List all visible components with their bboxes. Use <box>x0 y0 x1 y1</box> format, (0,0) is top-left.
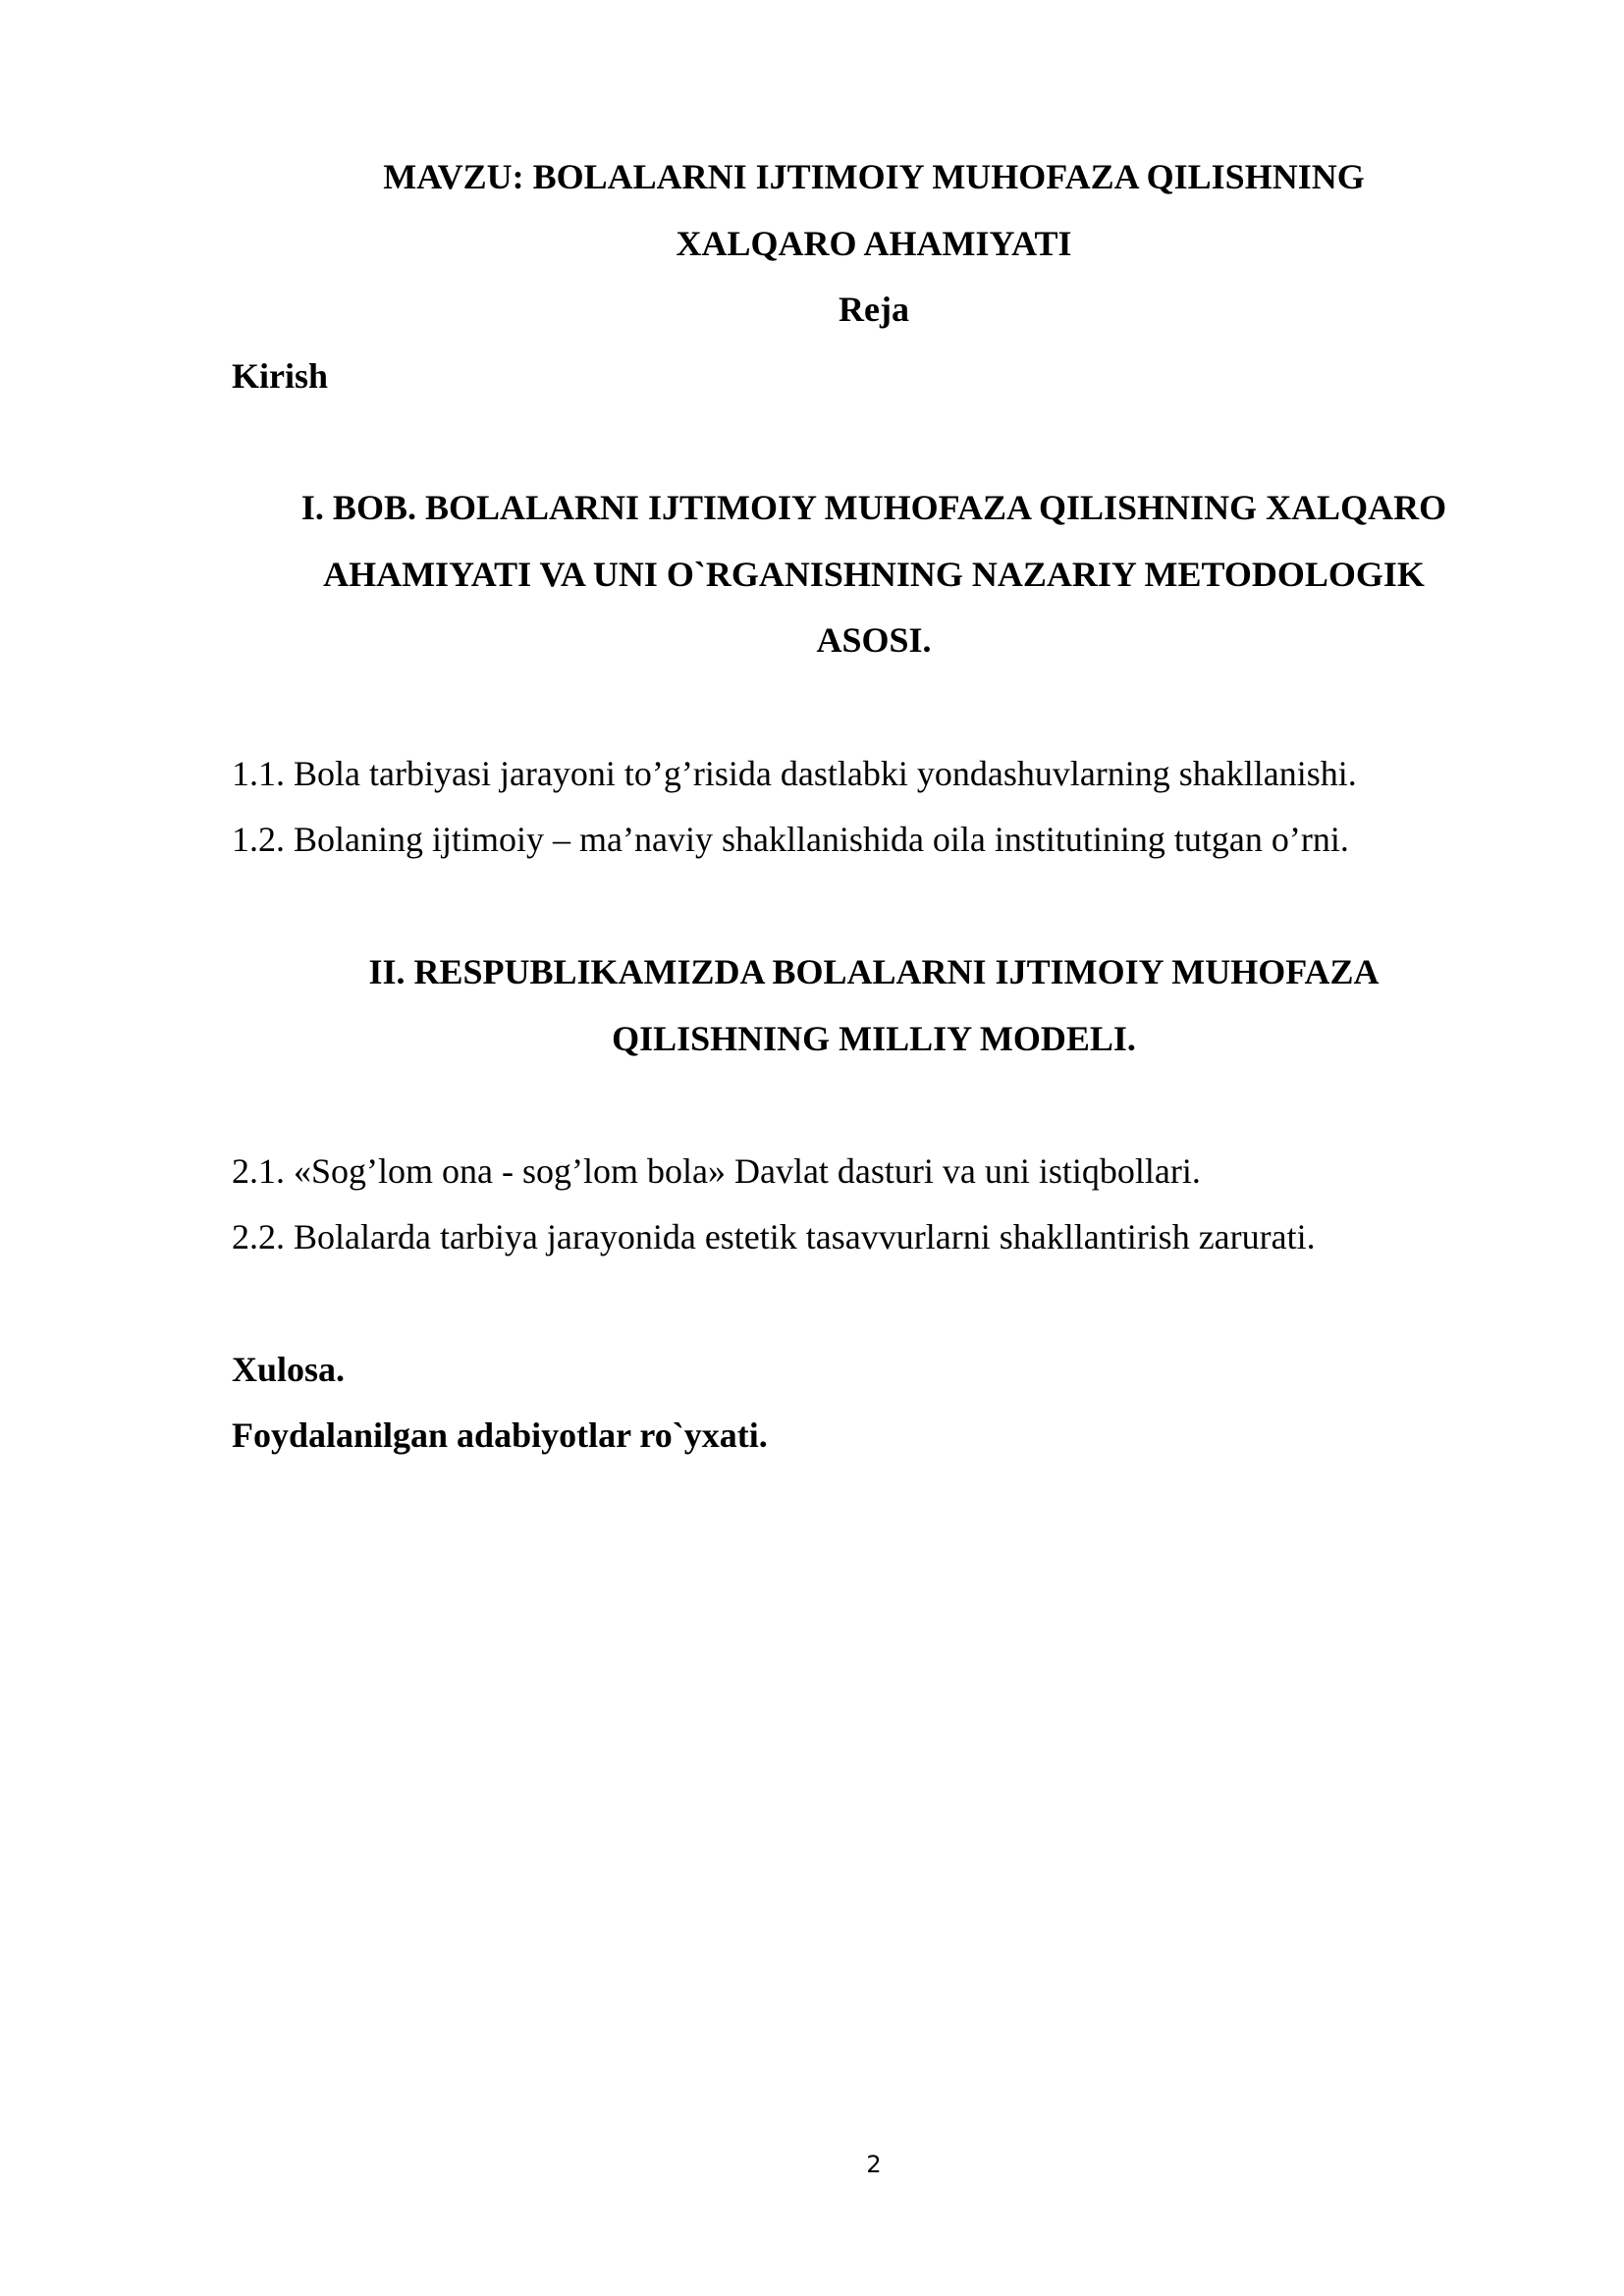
chapter-2-title-line-2: QILISHNING MILLIY MODELI. <box>612 1019 1136 1058</box>
section-2-2: 2.2. Bolalarda tarbiya jarayonida estetik tasavvurlarni shakllantirish zarurati. <box>232 1217 1316 1256</box>
section-1-1: 1.1. Bola tarbiyasi jarayoni to’g’risida dastlabki yondashuvlarning shakllanishi. <box>232 754 1357 793</box>
topic-title-line-1: MAVZU: BOLALARNI IJTIMOIY MUHOFAZA QILISHNING <box>383 157 1365 196</box>
topic-title-line-2: XALQARO AHAMIYATI <box>676 224 1072 263</box>
chapter-2-title-line-1: II. RESPUBLIKAMIZDA BOLALARNI IJTIMOIY MUHOFAZA <box>368 952 1380 991</box>
section-2-1: 2.1. «Sog’lom ona - sog’lom bola» Davlat dasturi va uni istiqbollari. <box>232 1151 1201 1191</box>
chapter-1-title-line-1: I. BOB. BOLALARNI IJTIMOIY MUHOFAZA QILISHNING XALQARO <box>300 488 1447 527</box>
chapter-1-title-line-3: ASOSI. <box>816 620 932 660</box>
plan-heading: Reja <box>839 290 909 329</box>
section-1-2: 1.2. Bolaning ijtimoiy – ma’naviy shakllanishida oila institutining tutgan o’rni. <box>232 820 1349 859</box>
page-number: 2 <box>866 2151 882 2178</box>
references-heading: Foydalanilgan adabiyotlar ro`yxati. <box>232 1415 768 1455</box>
intro-heading: Kirish <box>232 356 329 396</box>
chapter-1-title-line-2: AHAMIYATI VA UNI O`RGANISHNING NAZARIY METODOLOGIK <box>323 555 1425 594</box>
conclusion-heading: Xulosa. <box>232 1350 346 1389</box>
